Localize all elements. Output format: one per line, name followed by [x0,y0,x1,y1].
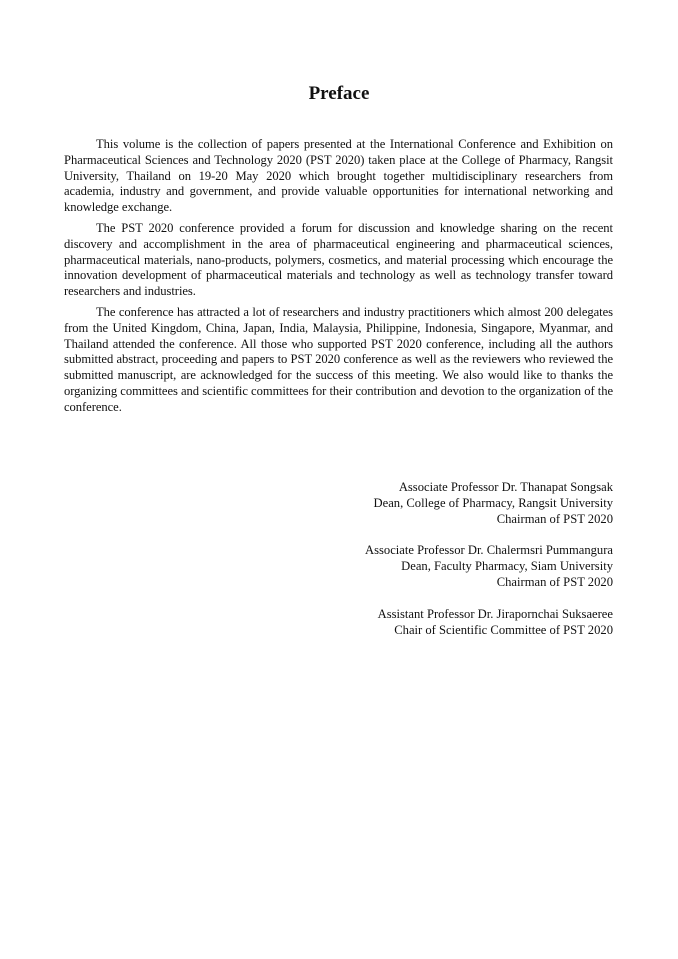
preface-body [64,137,613,421]
signatory-position: Dean, College of Pharmacy, Rangsit University [373,495,613,510]
signatory-role: Chairman of PST 2020 [496,511,613,526]
signature-block-pummangura [253,543,613,590]
signatory-role: Chairman of PST 2020 [496,574,613,589]
paragraph-forum: The PST 2020 conference provided a forum for discussion and knowledge sharing on the recent discovery and accomplishment in the area of pharmaceutical engineering and pharmaceutical sciences, pharmaceutical materials, nano-products, polymers, cosmetics, and material processing which encourage the innovation development of pharmaceutical materials and technology as well as technology transfer toward researchers and industries. [64,220,613,299]
page-title: Preface [308,83,370,104]
signature-section [253,480,613,654]
paragraph-intro: This volume is the collection of papers presented at the International Conference and Exhibition on Pharmaceutical Sciences and Technology 2020 (PST 2020) taken place at the College of Pharmacy, Rangsit University, Thailand on 19-20 May 2020 which brought together multidisciplinary researchers from academia, industry and government, and provide valuable opportunities for international networking and knowledge exchange. [64,137,613,215]
signatory-position: Dean, Faculty Pharmacy, Siam University [401,559,613,574]
signature-block-songsak [253,480,613,527]
signature-block-suksaeree [253,607,613,639]
signatory-position: Chair of Scientific Committee of PST 2020 [394,622,613,637]
signatory-name: Associate Professor Dr. Chalermsri Pummangura [365,543,613,558]
signatory-name: Associate Professor Dr. Thanapat Songsak [398,480,613,494]
paragraph-acknowledgements: The conference has attracted a lot of researchers and industry practitioners which almost 200 delegates from the United Kingdom, China, Japan, India, Malaysia, Philippine, Indonesia, Singapore, Myanmar, and Thailand attended the conference. All those who supported PST 2020 conference, including all the authors submitted abstract, proceeding and papers to PST 2020 conference as well as the reviewers who reviewed the submitted manuscript, are acknowledged for the success of this meeting. We also would like to thanks the organizing committees and scientific committees for their contribution and devotion to the organization of the conference. [64,304,613,414]
signatory-name: Assistant Professor Dr. Jirapornchai Suksaeree [377,606,613,621]
